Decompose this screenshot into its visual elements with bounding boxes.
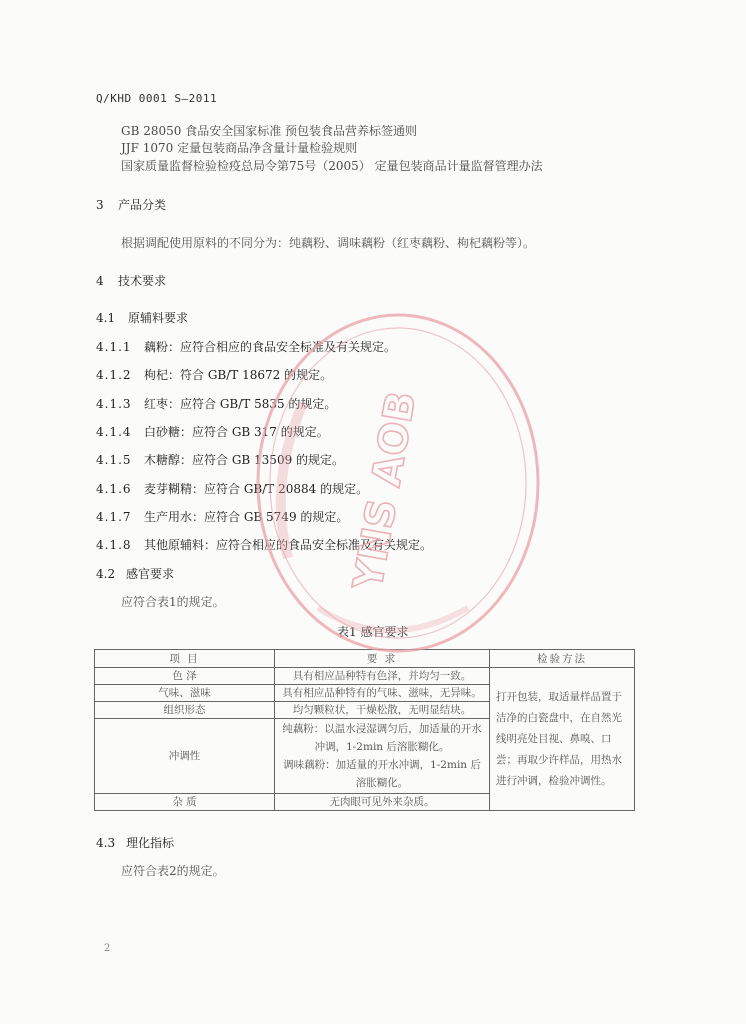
item-text: 其他原辅料：应符合相应的食品安全标准及有关规定。: [144, 538, 433, 552]
item-text: 白砂糖：应符合 GB 317 的规定。: [144, 425, 329, 439]
section-number: 4: [96, 274, 104, 288]
reference-gb28050: GB 28050 食品安全国家标准 预包装食品营养标签通则: [121, 124, 418, 138]
item-4-1-5: [96, 453, 344, 467]
item-4-1-1: [96, 340, 396, 354]
table-row: [95, 668, 635, 685]
row-req-impurity: 无肉眼可见外来杂质。: [275, 794, 490, 811]
item-number: 4.1.7: [96, 510, 132, 524]
section-3-text: 根据调配使用原料的不同分为：纯藕粉、调味藕粉（红枣藕粉、枸杞藕粉等）。: [121, 236, 536, 250]
item-text: 藕粉：应符合相应的食品安全标准及有关规定。: [144, 340, 397, 354]
item-number: 4.1.3: [96, 397, 132, 411]
row-req-reconstitution: [275, 719, 490, 794]
row-item-reconstitution: 冲调性: [95, 719, 275, 794]
row-item-odor-taste: 气味、滋味: [95, 685, 275, 702]
item-4-1-3: [96, 397, 336, 411]
section-3-heading: [96, 198, 166, 212]
req-pure-lotus-powder: 纯藕粉：以温水浸湿调匀后，加适量的开水冲调，1-2min 后溶胀糊化。: [282, 723, 482, 753]
section-4-heading: [96, 274, 166, 288]
section-title: 产品分类: [118, 198, 167, 212]
section-4-3-heading: [96, 836, 174, 850]
item-4-1-6: [96, 482, 368, 496]
section-number: 4.2: [96, 567, 116, 581]
row-req-color: 具有相应品种特有色泽，并均匀一致。: [275, 668, 490, 685]
item-number: 4.1.8: [96, 538, 132, 552]
row-item-color: 色 泽: [95, 668, 275, 685]
section-4-3-text: 应符合表2的规定。: [121, 864, 225, 878]
page-number: 2: [104, 943, 111, 954]
item-number: 4.1.4: [96, 425, 132, 439]
item-text: 红枣：应符合 GB/T 5835 的规定。: [144, 397, 337, 411]
standard-code-header: Q/KHD 0001 S—2011: [96, 92, 218, 105]
item-4-1-7: [96, 510, 348, 524]
item-text: 麦芽糊精：应符合 GB/T 20884 的规定。: [144, 482, 369, 496]
item-4-1-2: [96, 368, 332, 382]
item-4-1-4: [96, 425, 329, 439]
section-4-2-text: 应符合表1的规定。: [121, 595, 225, 609]
section-4-2-heading: [96, 567, 174, 581]
section-number: 4.3: [96, 836, 116, 850]
item-number: 4.1.5: [96, 453, 132, 467]
section-4-1-heading: [96, 311, 188, 325]
section-number: 4.1: [96, 311, 116, 325]
reference-decree75: 国家质量监督检验检疫总局令第75号（2005） 定量包装商品计量监督管理办法: [121, 159, 543, 173]
section-title: 技术要求: [118, 274, 167, 288]
section-title: 感官要求: [126, 567, 175, 581]
item-text: 生产用水：应符合 GB 5749 的规定。: [144, 510, 349, 524]
table-1-caption: 表1 感官要求: [337, 625, 409, 639]
row-req-odor-taste: 具有相应品种特有的气味、滋味，无异味。: [275, 685, 490, 702]
header-requirement: 要 求: [275, 650, 490, 668]
row-item-impurity: 杂 质: [95, 794, 275, 811]
header-test-method: 检验方法: [490, 650, 635, 668]
section-number: 3: [96, 198, 104, 212]
row-item-texture: 组织形态: [95, 702, 275, 719]
item-number: 4.1.6: [96, 482, 132, 496]
item-4-1-8: [96, 538, 432, 552]
item-number: 4.1.2: [96, 368, 132, 382]
item-text: 枸杞：符合 GB/T 18672 的规定。: [144, 368, 333, 382]
item-number: 4.1.1: [96, 340, 132, 354]
reference-jjf1070: JJF 1070 定量包装商品净含量计量检验规则: [121, 141, 358, 155]
section-title: 原辅料要求: [128, 311, 189, 325]
item-text: 木糖醇：应符合 GB 13509 的规定。: [144, 453, 345, 467]
req-flavored-lotus-powder: 调味藕粉：加适量的开水冲调，1-2min 后溶胀糊化。: [283, 759, 481, 789]
row-req-texture: 均匀颗粒状，干燥松散，无明显结块。: [275, 702, 490, 719]
test-method-cell: 打开包装，取适量样品置于洁净的白瓷盘中，在自然光线明亮处目视、鼻嗅、口尝；再取少许样品，用热水进行冲调，检验冲调性。: [490, 668, 635, 811]
table-header-row: [95, 650, 635, 668]
sensory-requirements-table: [94, 649, 635, 811]
seal-code-text: YNS AOB: [345, 387, 426, 594]
section-title: 理化指标: [126, 836, 175, 850]
header-item: 项 目: [95, 650, 275, 668]
